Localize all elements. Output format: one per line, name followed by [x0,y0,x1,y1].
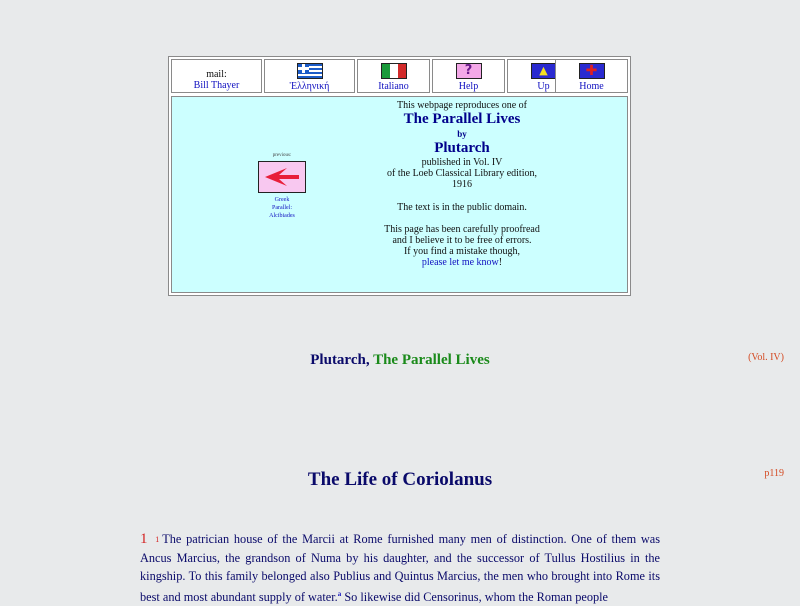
proofread-line-2: and I believe it to be free of errors. [392,235,532,246]
section-number[interactable]: 1 [155,535,160,544]
intro-line: This webpage reproduces one of [397,100,527,111]
previous-title: Alcibiades [269,213,295,219]
nav-greek[interactable] [264,59,355,93]
author-name: Plutarch [434,140,490,156]
published-in: published in Vol. IV [421,157,503,168]
footnote-marker[interactable]: a [337,590,342,598]
nav-italian-label: Italiano [378,81,409,92]
previous-greek: Greek [274,197,290,203]
book-title: The Parallel Lives [373,352,490,368]
proofread-line-3: If you find a mistake though, [403,246,521,257]
edition-line: of the Loeb Classical Library edition, [387,168,537,179]
contact-line [292,257,632,268]
volume-note: (Vol. IV) [748,352,784,363]
work-title: The Parallel Lives [403,111,521,127]
help-icon: ? [456,63,482,79]
navigation-table [168,56,631,296]
page-title: The Life of Coriolanus [307,469,493,490]
book-heading [0,352,800,369]
italian-flag-icon [381,63,407,79]
nav-help[interactable] [432,59,505,93]
report-mistake-link[interactable]: please let me know [421,257,499,268]
previous-label: previous: [272,153,292,158]
nav-help-label: Help [458,81,479,92]
nav-home[interactable] [555,59,628,93]
nav-greek-label: Ἑλληνική [289,81,330,92]
by-label: by [457,129,467,139]
nav-italian[interactable] [357,59,430,93]
up-arrow-icon: ▲ [531,63,557,79]
intro-text [292,100,632,268]
contact-line-end: ! [498,257,503,268]
body-paragraph [140,530,660,606]
intro-panel [171,96,628,293]
paragraph-text-continued: So likewise did Censorinus, whom the Roman people [341,590,608,605]
nav-home-label: Home [579,81,604,92]
greek-flag-icon [297,63,323,79]
book-author: Plutarch, [310,352,370,368]
proofread-line-1: This page has been carefully proofread [384,224,540,235]
nav-up-label: Up [537,81,550,92]
previous-parallel: Parallel: [272,205,292,211]
paragraph-text: The patrician house of the Marcii at Rome furnished many men of distinction. One of them was Ancus Marcius, the grandson of Numa by his daughter, and the successor of Tullus Hostilius in the kingship. To this family belonged also Publius and Quintus Marcius, the men who brought into Rome its best and most abundant supply of water. [140,532,661,605]
nav-mail[interactable] [171,59,262,93]
home-icon: ✚ [579,63,605,79]
chapter-number[interactable]: 1 [140,531,148,547]
edition-year: 1916 [452,179,472,190]
nav-mail-label: mail: [206,69,227,80]
nav-mail-link[interactable]: Bill Thayer [193,80,240,91]
public-domain-note: The text is in the public domain. [397,202,527,213]
page-number-note: p119 [764,468,784,479]
